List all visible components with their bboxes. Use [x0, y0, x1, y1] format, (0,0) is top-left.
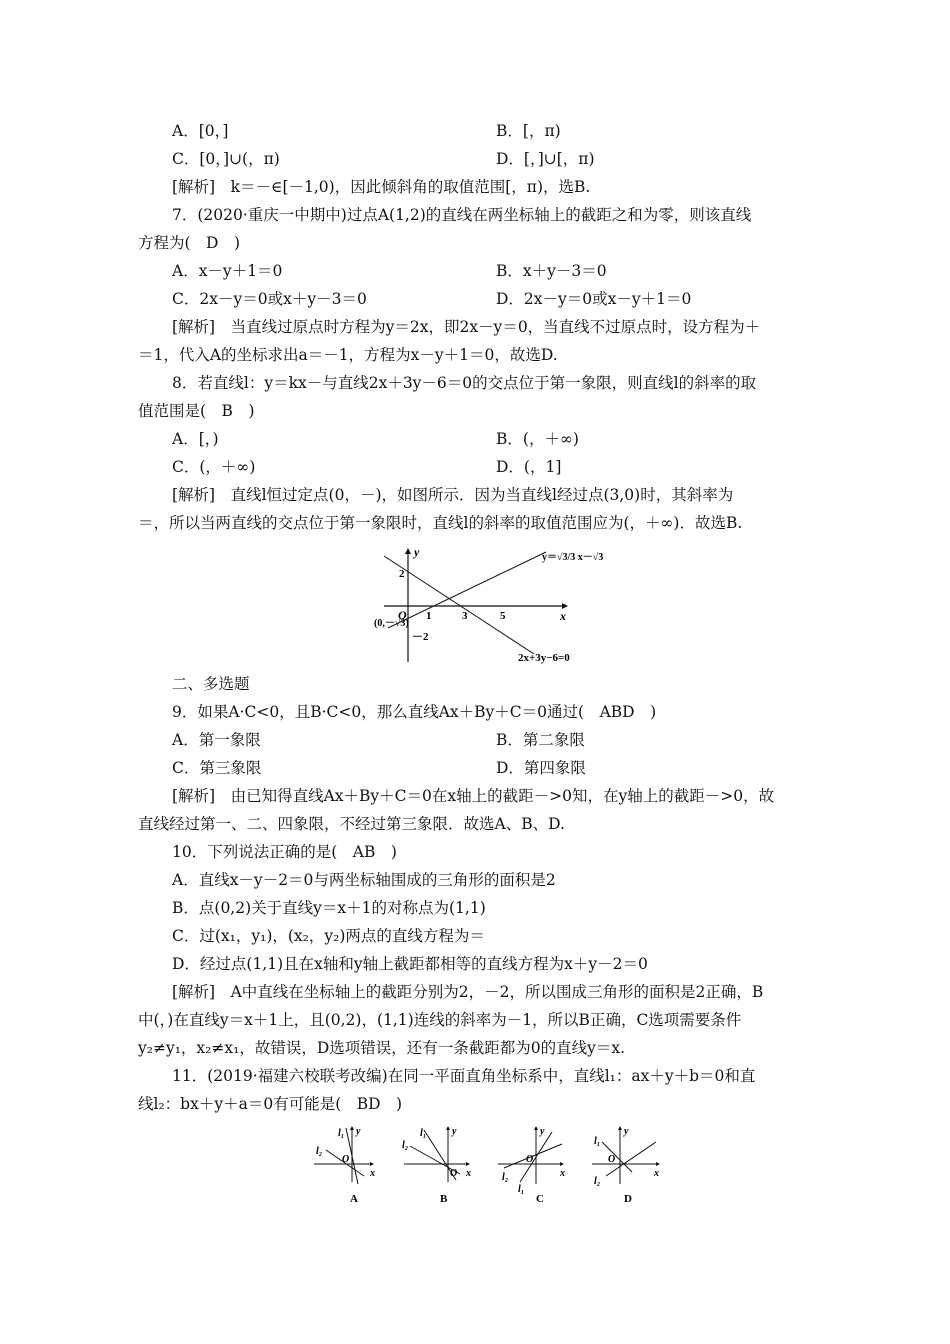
q7-stem-line1: 7．(2020·重庆一中期中)过点A(1,2)的直线在两坐标轴上的截距之和为零，则该直线	[172, 206, 752, 224]
q6-option-b: B．[，π)	[496, 122, 561, 140]
label-x: x	[560, 609, 566, 623]
svg-text:y: y	[356, 1126, 361, 1137]
q7-option-b: B．x＋y－3＝0	[496, 262, 607, 280]
q11-stem-line1: 11．(2019·福建六校联考改编)在同一平面直角坐标系中，直线l₁：ax＋y＋b＝0和直	[172, 1067, 756, 1085]
line1-label: y＝√3/3 x－√3	[542, 552, 604, 563]
svg-text:l₁: l₁	[594, 1136, 601, 1147]
svg-text:x: x	[466, 1168, 471, 1179]
svg-text:O: O	[450, 1168, 458, 1179]
svg-text:x: x	[560, 1168, 565, 1179]
svg-text:l₁: l₁	[518, 1184, 525, 1195]
q7-analysis-line1: [解析] 当直线过原点时方程为y＝2x，即2x－y＝0，当直线不过原点时，设方程为＋	[172, 318, 761, 336]
svg-text:l₂: l₂	[502, 1172, 509, 1183]
figure-c	[498, 1126, 565, 1205]
q8-option-d: D．(，1]	[496, 458, 562, 476]
q9-analysis-line1: [解析] 由已知得直线Ax＋By＋C＝0在x轴上的截距－>0知，在y轴上的截距－>0，故	[172, 787, 775, 805]
q6-analysis: [解析] k＝－∈[－1,0)，因此倾斜角的取值范围[，π)，选B.	[172, 178, 591, 196]
q9-option-d: D．第四象限	[496, 759, 586, 777]
line-2x3y	[384, 556, 534, 654]
figure-a	[314, 1126, 375, 1205]
svg-text:x: x	[654, 1168, 659, 1179]
q8-stem-line2: 值范围是( B )	[138, 402, 255, 420]
q10-analysis-line1: [解析] A中直线在坐标轴上的截距分别为2，－2，所以围成三角形的面积是2正确，B	[172, 983, 764, 1001]
svg-text:O: O	[342, 1154, 350, 1165]
q10-option-a: A．直线x－y－2＝0与两坐标轴围成的三角形的面积是2	[172, 871, 556, 889]
tick-5: 5	[500, 610, 506, 622]
q10-option-b: B．点(0,2)关于直线y＝x＋1的对称点为(1,1)	[172, 899, 486, 917]
q8-option-c: C．(，＋∞)	[172, 458, 256, 476]
q8-stem-line1: 8．若直线l：y＝kx－与直线2x＋3y－6＝0的交点位于第一象限，则直线l的斜率的取	[172, 374, 757, 392]
tick-neg2: －2	[412, 631, 429, 643]
q7-option-d: D．2x－y＝0或x－y＋1＝0	[496, 290, 692, 308]
svg-text:l₂: l₂	[594, 1176, 601, 1187]
q10-option-c: C．过(x₁，y₁)，(x₂，y₂)两点的直线方程为＝	[172, 927, 485, 945]
label-origin: O	[398, 608, 407, 622]
q8-analysis-line2: ＝，所以当两直线的交点位于第一象限时，直线l的斜率的取值范围应为(，＋∞)．故选B.	[138, 514, 743, 532]
q7-option-a: A．x－y＋1＝0	[172, 262, 283, 280]
svg-text:x: x	[370, 1168, 375, 1179]
figure-a-label: A	[350, 1193, 358, 1205]
q8-option-a: A．[，)	[172, 430, 219, 448]
q9-option-a: A．第一象限	[172, 731, 261, 749]
q7-analysis-line2: ＝1，代入A的坐标求出a＝－1，方程为x－y＋1＝0，故选D.	[138, 346, 558, 364]
q11-stem-line2: 线l₂：bx＋y＋a＝0有可能是( BD )	[138, 1095, 403, 1113]
q9-option-b: B．第二象限	[496, 731, 585, 749]
svg-text:y: y	[452, 1126, 457, 1137]
figure-b	[402, 1126, 471, 1205]
q6-option-a: A．[0，]	[172, 122, 229, 140]
svg-text:y: y	[624, 1126, 629, 1137]
q6-option-c: C．[0，]∪(，π)	[172, 150, 280, 168]
section-heading: 二、多选题	[172, 675, 250, 693]
q9-analysis-line2: 直线经过第一、二、四象限，不经过第三象限．故选A、B、D.	[138, 815, 565, 833]
svg-text:l₁: l₁	[338, 1128, 345, 1139]
q8-graph	[366, 544, 606, 666]
q6-option-d: D．[，]∪[，π)	[496, 150, 595, 168]
svg-text:l₁: l₁	[420, 1128, 427, 1139]
q9-stem: 9．如果A·C<0，且B·C<0，那么直线Ax＋By＋C＝0通过( ABD )	[172, 703, 657, 721]
svg-text:y: y	[540, 1126, 545, 1137]
figure-b-label: B	[440, 1193, 448, 1205]
q7-stem-line2: 方程为( D )	[138, 234, 241, 252]
figure-d	[592, 1126, 660, 1205]
label-y: y	[414, 545, 420, 559]
figure-d-label: D	[624, 1193, 632, 1205]
q8-option-b: B．(，＋∞)	[496, 430, 579, 448]
svg-text:O: O	[526, 1154, 534, 1165]
tick-3: 3	[462, 610, 468, 622]
q9-option-c: C．第三象限	[172, 759, 262, 777]
q10-analysis-line3: y₂≠y₁，x₂≠x₁，故错误，D选项错误，还有一条截距都为0的直线y＝x.	[138, 1039, 626, 1057]
q10-stem: 10．下列说法正确的是( AB )	[172, 843, 397, 861]
q10-option-d: D．经过点(1,1)且在x轴和y轴上截距都相等的直线方程为x＋y－2＝0	[172, 955, 648, 973]
figure-c-label: C	[536, 1193, 544, 1205]
tick-2: 2	[399, 568, 405, 580]
tick-1: 1	[426, 610, 432, 622]
q11-figures	[306, 1124, 686, 1208]
point-label: (0,－√3)	[374, 618, 409, 629]
q7-option-c: C．2x－y＝0或x＋y－3＝0	[172, 290, 367, 308]
q8-analysis-line1: [解析] 直线l恒过定点(0，－)，如图所示．因为当直线l经过点(3,0)时，其斜率为	[172, 486, 734, 504]
svg-text:O: O	[608, 1154, 616, 1165]
svg-text:l₂: l₂	[402, 1140, 409, 1151]
line2-label: 2x+3y−6=0	[518, 652, 570, 664]
q10-analysis-line2: 中(，)在直线y＝x＋1上，且(0,2)，(1,1)连线的斜率为－1，所以B正确，C选项需要条件	[138, 1011, 742, 1029]
svg-text:l₂: l₂	[316, 1146, 323, 1157]
